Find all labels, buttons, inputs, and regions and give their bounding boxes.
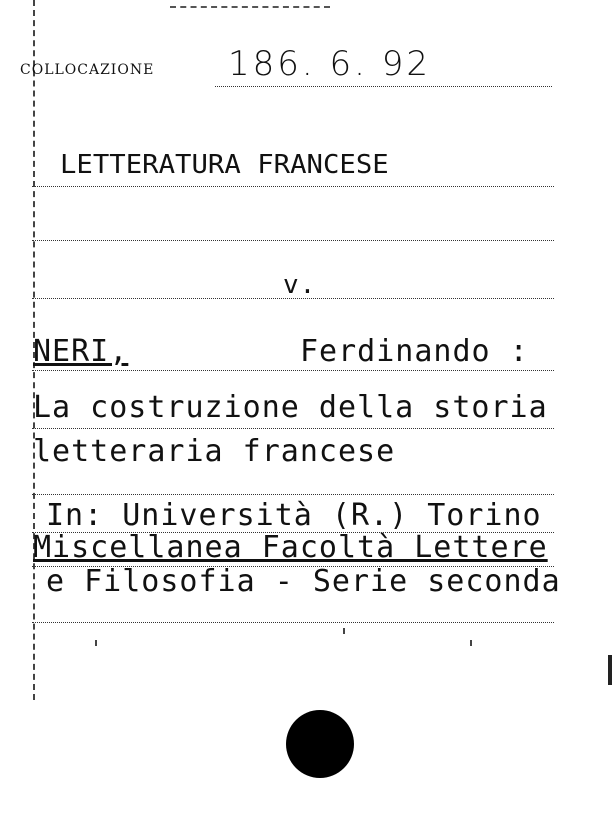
dotted-line — [32, 298, 554, 299]
in-line-1: In: Università (R.) Torino — [46, 498, 542, 533]
punch-hole — [286, 710, 354, 778]
mark — [343, 628, 345, 634]
dotted-line — [32, 494, 554, 495]
edge-mark — [608, 655, 612, 685]
dotted-line — [215, 86, 552, 87]
top-smudge — [170, 6, 330, 12]
in-line-3: e Filosofia - Serie seconda — [46, 564, 561, 599]
in-line-2: Miscellanea Facoltà Lettere — [33, 530, 548, 565]
dotted-line — [32, 240, 554, 241]
author-forename: Ferdinando : — [300, 334, 529, 369]
dotted-line — [32, 370, 554, 371]
volume-label: v. — [283, 270, 317, 300]
dotted-line — [32, 186, 554, 187]
dotted-line — [32, 622, 554, 623]
author-surname: NERI, — [33, 334, 129, 369]
collocazione-label: COLLOCAZIONE — [20, 62, 155, 78]
collocazione-value: 186. 6. 92 — [228, 44, 432, 84]
subject-heading: LETTERATURA FRANCESE — [60, 150, 389, 180]
mark — [470, 640, 472, 646]
mark — [95, 640, 97, 646]
title-line-1: La costruzione della storia — [33, 390, 548, 425]
title-line-2: letteraria francese — [33, 434, 396, 469]
dotted-line — [32, 428, 554, 429]
